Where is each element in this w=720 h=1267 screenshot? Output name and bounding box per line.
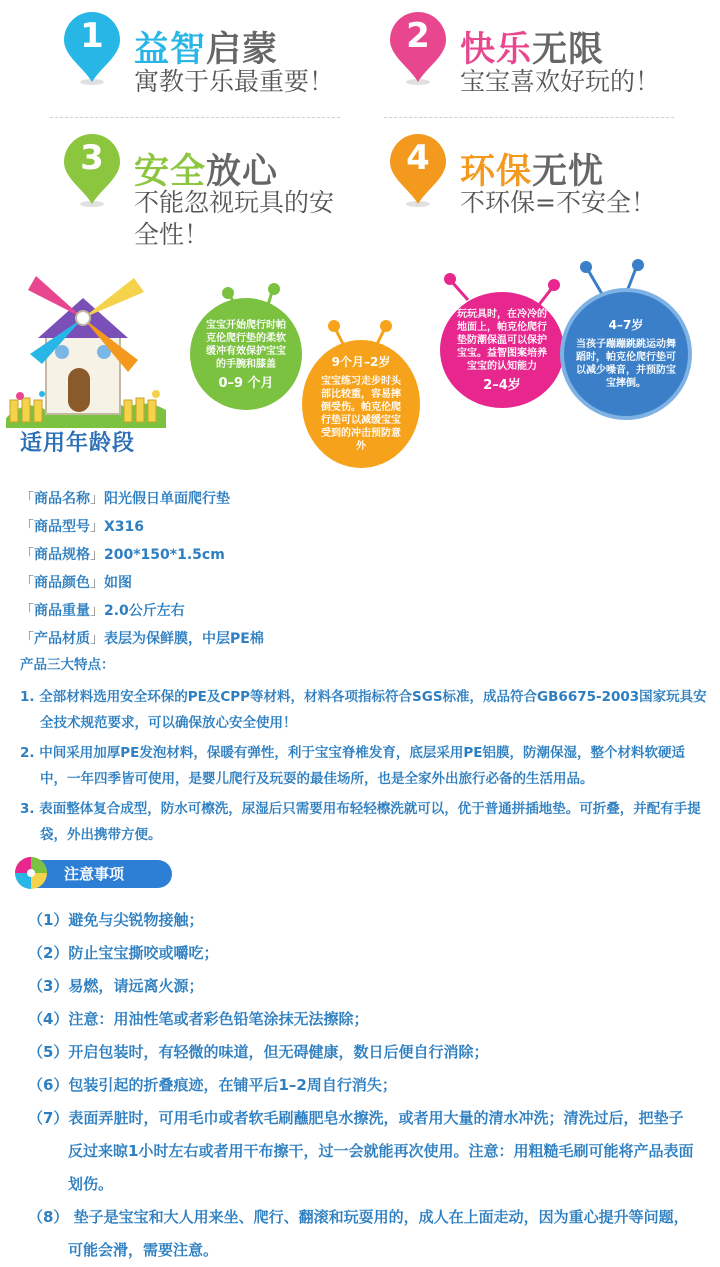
notice-header xyxy=(14,856,160,890)
age-bubble-4-7-years: 4–7岁 当孩子蹦蹦跳跳运动舞蹈时，帕克伦爬行垫可以减少噪音，并预防宝宝摔倒。 xyxy=(560,288,692,420)
info-material: 「产品材质」表层为保鲜膜，中层PE棉 xyxy=(20,631,264,647)
info-weight: 「商品重量」2.0公斤左右 xyxy=(20,603,185,619)
feature-subtitle-2: 宝宝喜欢好玩的！ xyxy=(460,67,661,96)
notice-item: （6）包装引起的折叠痕迹，在铺平后1–2周自行消失； xyxy=(28,1076,397,1094)
feature-title-1: 益智启蒙 xyxy=(134,30,279,70)
notice-item: （5）开启包装时，有轻微的味道，但无碍健康，数日后便自行消除； xyxy=(28,1043,489,1061)
notice-item: （4）注意：用油性笔或者彩色铅笔涂抹无法擦除； xyxy=(28,1010,369,1028)
info-model: 「商品型号」X316 xyxy=(20,519,145,535)
features-heading: 产品三大特点： xyxy=(20,657,115,673)
beach-ball-icon xyxy=(14,856,48,890)
age-bubble-2-4-years: 玩玩具时，在冷冷的地面上，帕克伦爬行垫防潮保温可以保护宝宝。益智图案培养宝宝的认知能力 2–4岁 xyxy=(440,292,564,408)
notice-item: （8） 垫子是宝宝和大人用来坐、爬行、翻滚和玩耍用的，成人在上面走动，因为重心提升等问题，可能会滑，需要注意。 xyxy=(28,1208,689,1259)
feature-pin-4: 4 xyxy=(388,132,448,208)
info-color: 「商品颜色」如图 xyxy=(20,575,132,591)
age-section-title: 适用年龄段 xyxy=(20,431,136,456)
feature-title-2: 快乐无限 xyxy=(460,30,605,70)
notice-item: （7）表面弄脏时，可用毛巾或者软毛刷蘸肥皂水擦洗，或者用大量的清水冲洗；清洗过后，把垫子反过来晾1小时左右或者用干布擦干，过一会就能再次使用。注意：用粗糙毛刷可能将产品表面划伤。 xyxy=(28,1109,694,1193)
feature-pin-2: 2 xyxy=(388,10,448,86)
feature-subtitle-1: 寓教于乐最重要！ xyxy=(134,67,335,96)
feature-subtitle-4: 不环保=不安全！ xyxy=(460,188,656,217)
feature-title-3: 安全放心 xyxy=(134,152,279,192)
feature-subtitle-3: 不能忽视玩具的安全性！ xyxy=(134,188,335,249)
age-bubble-0-9-months: 宝宝开始爬行时帕克伦爬行垫的柔软缓冲有效保护宝宝的手腕和膝盖 0–9 个月 xyxy=(190,298,302,410)
feature-point-3: 3. 表面整体复合成型，防水可檫洗，尿湿后只需要用布轻轻檫洗就可以，优于普通拼插地垫。可折叠，并配有手提袋，外出携带方便。 xyxy=(20,801,701,843)
notice-list xyxy=(28,904,698,1267)
notice-item: （1）避免与尖锐物接触； xyxy=(28,911,204,929)
feature-point-2: 2. 中间采用加厚PE发泡材料，保暖有弹性，利于宝宝脊椎发育，底层采用PE铝膜，防潮保湿，整个材料软硬适中，一年四季皆可使用，是婴儿爬行及玩耍的最佳场所，也是全家外出旅行必备的生活用品。 xyxy=(20,745,685,787)
feature-title-4: 环保无忧 xyxy=(460,152,605,192)
feature-point-1: 1. 全部材料选用安全环保的PE及CPP等材料，材料各项指标符合SGS标准，成品符合GB6675-2003国家玩具安全技术规范要求，可以确保放心安全使用！ xyxy=(20,689,707,731)
product-features xyxy=(20,652,710,848)
notice-item: （3）易燃，请远离火源； xyxy=(28,977,204,995)
feature-pin-1: 1 xyxy=(62,10,122,86)
info-spec: 「商品规格」200*150*1.5cm xyxy=(20,547,225,563)
info-name: 「商品名称」阳光假日单面爬行垫 xyxy=(20,491,230,507)
age-bubble-9-months-2-years: 9个月–2岁 宝宝练习走步时头部比较重，容易摔倒受伤。帕克伦爬行垫可以减缓宝宝受到的冲击预防意外 xyxy=(302,340,420,468)
notice-title: 注意事项 xyxy=(36,860,172,888)
feature-pin-3: 3 xyxy=(62,132,122,208)
notice-item: （2）防止宝宝撕咬或嚼吃； xyxy=(28,944,219,962)
